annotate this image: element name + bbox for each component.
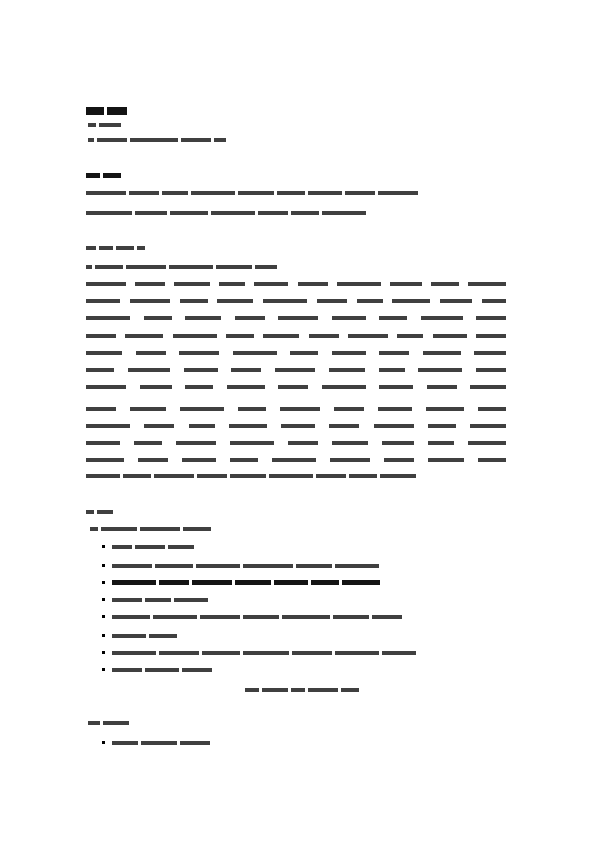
paragraph-line: [86, 280, 506, 287]
paragraph-line: [86, 314, 506, 321]
list-item: [102, 666, 212, 673]
paragraph-line: [86, 209, 366, 216]
section-heading-1: [86, 172, 121, 179]
paragraph-line: [86, 456, 506, 463]
paragraph-line: [86, 297, 506, 304]
meta-line-2: [88, 136, 226, 143]
list-item: [102, 579, 380, 586]
page-title: [86, 106, 127, 116]
list-item: [102, 543, 194, 550]
list-item: [102, 649, 416, 656]
list-item: [102, 613, 402, 620]
paragraph-line: [86, 189, 418, 196]
list-item: [102, 632, 177, 639]
paragraph-line: [86, 422, 506, 429]
paragraph-line: [86, 349, 506, 356]
section-heading-3: [86, 508, 113, 515]
subheading: [90, 525, 211, 532]
subheading: [86, 263, 277, 270]
paragraph-line: [86, 439, 506, 446]
list-item: [102, 739, 210, 746]
paragraph-line: [86, 405, 506, 412]
paragraph-line: [86, 472, 416, 479]
list-item: [102, 562, 379, 569]
list-item: [102, 596, 208, 603]
meta-line-1: [88, 121, 121, 128]
section-heading-2: [86, 244, 145, 251]
paragraph-line: [86, 383, 506, 390]
section-heading-4: [88, 719, 129, 726]
paragraph-line: [86, 366, 506, 373]
paragraph-line: [86, 332, 506, 339]
centered-caption: [245, 686, 359, 693]
